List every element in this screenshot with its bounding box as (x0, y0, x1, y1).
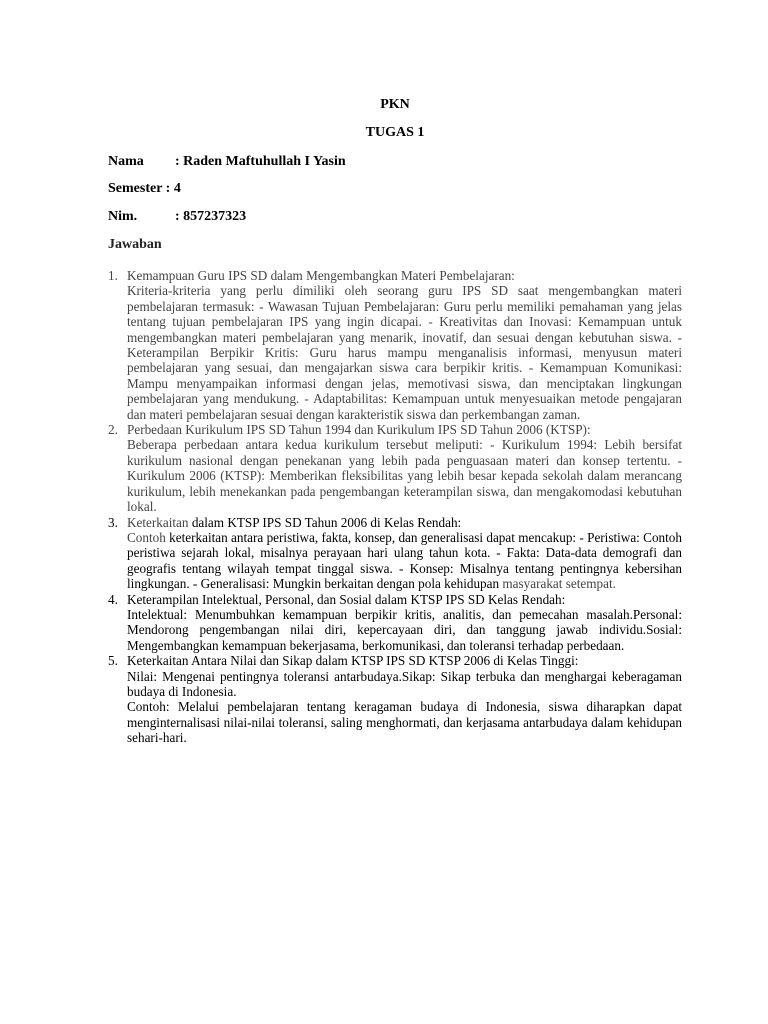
item-body: Beberapa perbedaan antara kedua kurikulum tersebut meliputi: - Kurikulum 1994: Lebih bersifat kurikulum nasional dengan penekanan yang lebih pada penguasaan materi dan konsep tertentu. - Kurikulum 2006 (KTSP): Memberikan fleksibilitas yang lebih besar kepada sekolah dalam merancang kurikulum, lebih menekankan pada pengembangan keterampilan siswa, dan mengakomodasi kebutuhan lokal. (127, 437, 682, 515)
item-body-tail: masyarakat setempat. (502, 576, 616, 592)
item-body-main: keterkaitan antara peristiwa, fakta, konsep, dan generalisasi dapat mencakup: - Peristiwa: Contoh peristiwa sejarah lokal, misalnya perayaan hari ulang tahun kota. - Fakta: Data-data demografi dan geografis tentang wilayah tempat tinggal siswa. - Konsep: Misalnya tentang pentingnya kebersihan lingkungan. - Generalisasi: Mungkin berkaitan dengan pola kehidupan (127, 529, 682, 592)
item-body: Kriteria-kriteria yang perlu dimiliki oleh seorang guru IPS SD saat mengembangkan materi pembelajaran termasuk: - Wawasan Tujuan Pembelajaran: Guru perlu memiliki pemahaman yang jelas tentang tujuan pembelajaran IPS yang ingin dicapai. - Kreativitas dan Inovasi: Kemampuan untuk mengembangkan materi pembelajaran yang menarik, inovatif, dan sesuai dengan kebutuhan siswa. - Keterampilan Berpikir Kritis: Guru harus mampu menganalisis informasi, menyusun materi pembelajaran yang sesuai, dan mengajarkan siswa cara berpikir kritis. - Kemampuan Komunikasi: Mampu menyampaikan informasi dengan jelas, memotivasi siswa, dan menciptakan lingkungan pembelajaran yang mendukung. - Adaptabilitas: Kemampuan untuk menyesuaikan metode pengajaran dan materi pembelajaran sesuai dengan karakteristik siswa dan perkembangan zaman. (127, 283, 682, 422)
semester-row: Semester : 4 (108, 181, 181, 196)
list-item (108, 592, 682, 654)
list-item (108, 422, 682, 514)
item-question-lead: Keterkaitan (127, 514, 189, 530)
list-item (108, 653, 682, 745)
item-number: 2. (108, 422, 118, 438)
item-body: Intelektual: Menumbuhkan kemampuan berpikir kritis, analitis, dan pemecahan masalah.Personal: Mendorong pengembangan nilai diri, kepercayaan diri, dan tanggung jawab individu.Sosial: Mengembangkan kemampuan bekerjasama, berkomunikasi, dan toleransi terhadap perbedaan. (127, 606, 682, 653)
name-value: : Raden Maftuhullah I Yasin (175, 154, 346, 169)
answers-heading: Jawaban (108, 237, 162, 252)
item-body-lead: Contoh (127, 529, 166, 545)
item-question (127, 515, 682, 530)
item-number: 5. (108, 653, 118, 669)
assignment-title: TUGAS 1 (365, 125, 425, 140)
list-item (108, 515, 682, 592)
item-question-rest: dalam KTSP IPS SD Tahun 2006 di Kelas Rendah: (188, 514, 462, 530)
student-name-row (108, 154, 346, 170)
item-question: Perbedaan Kurikulum IPS SD Tahun 1994 dan Kurikulum IPS SD Tahun 2006 (KTSP): (127, 422, 591, 438)
name-label: Nama (108, 154, 144, 169)
item-number: 1. (108, 268, 118, 283)
item-question: Kemampuan Guru IPS SD dalam Mengembangkan Materi Pembelajaran: (127, 268, 515, 283)
item-number: 3. (108, 514, 118, 530)
list-item (108, 268, 682, 422)
subject-title: PKN (380, 97, 410, 112)
nim-value: : 857237323 (175, 209, 247, 224)
answers-list (108, 268, 682, 746)
item-question: Keterkaitan Antara Nilai dan Sikap dalam KTSP IPS SD KTSP 2006 di Kelas Tinggi: (127, 653, 579, 669)
nim-row (108, 209, 246, 225)
item-number: 4. (108, 591, 118, 607)
item-body (127, 530, 682, 592)
item-body-example: Contoh: Melalui pembelajaran tentang keragaman budaya di Indonesia, siswa diharapkan dapat menginternalisasi nilai-nilai toleransi, saling menghormati, dan kerjasama antarbudaya dalam kehidupan sehari-hari. (127, 699, 682, 746)
item-question: Keterampilan Intelektual, Personal, dan Sosial dalam KTSP IPS SD Kelas Rendah: (127, 591, 566, 607)
nim-label: Nim. (108, 209, 138, 224)
item-body: Nilai: Mengenai pentingnya toleransi antarbudaya.Sikap: Sikap terbuka dan menghargai keberagaman budaya di Indonesia. (127, 668, 682, 699)
